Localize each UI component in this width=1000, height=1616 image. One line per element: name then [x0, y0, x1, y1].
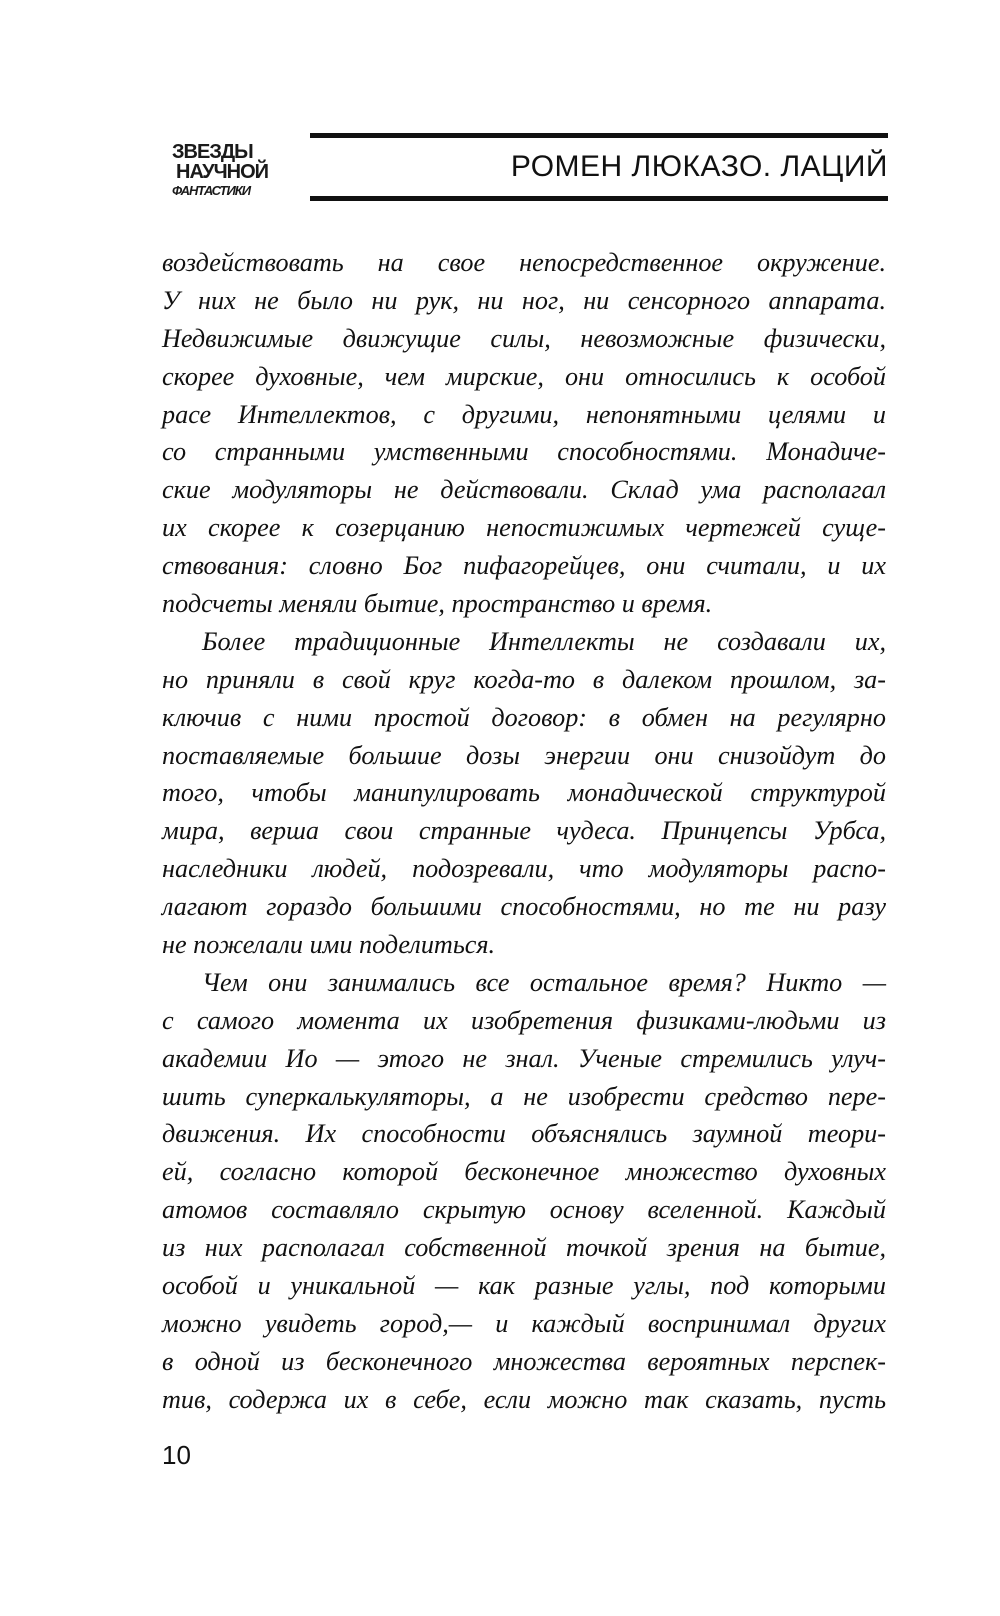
text-line: Недвижимые движущие силы, невозможные физически,: [162, 323, 886, 353]
series-logo: [172, 142, 284, 198]
text-line: того, чтобы манипулировать монадической структурой: [162, 778, 886, 808]
text-line: расе Интеллектов, с другими, непонятными целями и: [162, 399, 886, 429]
series-logo-line: ФАНТАСТИКИ: [172, 183, 251, 198]
text-line: с самого момента их изобретения физиками-людьми из: [162, 1005, 886, 1035]
text-line: ские модуляторы не действовали. Склад ума располагал: [162, 475, 886, 505]
text-line: Более традиционные Интеллекты не создавали их,: [202, 626, 886, 656]
page-number: 10: [162, 1440, 191, 1470]
text-line: подсчеты меняли бытие, пространство и время.: [162, 589, 713, 619]
text-line: тив, содержа их в себе, если можно так сказать, пусть: [162, 1384, 886, 1414]
text-line: в одной из бесконечного множества вероятных перспек-: [162, 1346, 886, 1376]
text-line: но приняли в свой круг когда-то в далеком прошлом, за-: [162, 664, 886, 694]
body-text: [162, 244, 886, 1419]
text-line: воздействовать на свое непосредственное окружение.: [162, 248, 886, 277]
text-line: их скорее к созерцанию непостижимых чертежей суще-: [162, 513, 886, 543]
text-line: наследники людей, подозревали, что модуляторы распо-: [162, 854, 886, 884]
text-line: движения. Их способности объяснялись заумной теори-: [162, 1119, 886, 1149]
header-rule-top: [310, 133, 888, 138]
header-rule-bottom: [310, 196, 888, 201]
text-line: ствования: словно Бог пифагорейцев, они считали, и их: [162, 551, 886, 581]
text-line: скорее духовные, чем мирские, они относились к особой: [162, 361, 886, 391]
text-line: мира, верша свои странные чудеса. Принцепсы Урбса,: [162, 816, 886, 846]
text-line: шить суперкалькуляторы, а не изобрести средство пере-: [162, 1081, 886, 1111]
series-logo-line: ЗВЕЗДЫ: [172, 141, 253, 163]
text-line: атомов составляло скрытую основу вселенной. Каждый: [162, 1195, 886, 1225]
running-title: РОМЕН ЛЮКАЗО. ЛАЦИЙ: [510, 150, 888, 183]
series-logo-line: НАУЧНОЙ: [176, 161, 268, 183]
text-line: ей, согласно которой бесконечное множество духовных: [162, 1157, 886, 1187]
text-line: академии Ио — этого не знал. Ученые стремились улуч-: [162, 1043, 886, 1073]
text-line: ключив с ними простой договор: в обмен на регулярно: [162, 702, 886, 732]
text-line: особой и уникальной — как разные углы, под которыми: [162, 1271, 886, 1301]
text-line: поставляемые большие дозы энергии они снизойдут до: [162, 740, 886, 770]
text-line: не пожелали ими поделиться.: [162, 930, 496, 960]
text-line: лагают гораздо большими способностями, но те ни разу: [162, 892, 886, 922]
text-line: из них располагал собственной точкой зрения на бытие,: [162, 1233, 886, 1263]
text-line: У них не было ни рук, ни ног, ни сенсорного аппарата.: [162, 285, 886, 315]
text-line: можно увидеть город,— и каждый воспринимал других: [162, 1308, 886, 1338]
text-line: Чем они занимались все остальное время? Никто —: [202, 967, 886, 997]
text-line: со странными умственными способностями. Монадиче-: [162, 437, 886, 467]
